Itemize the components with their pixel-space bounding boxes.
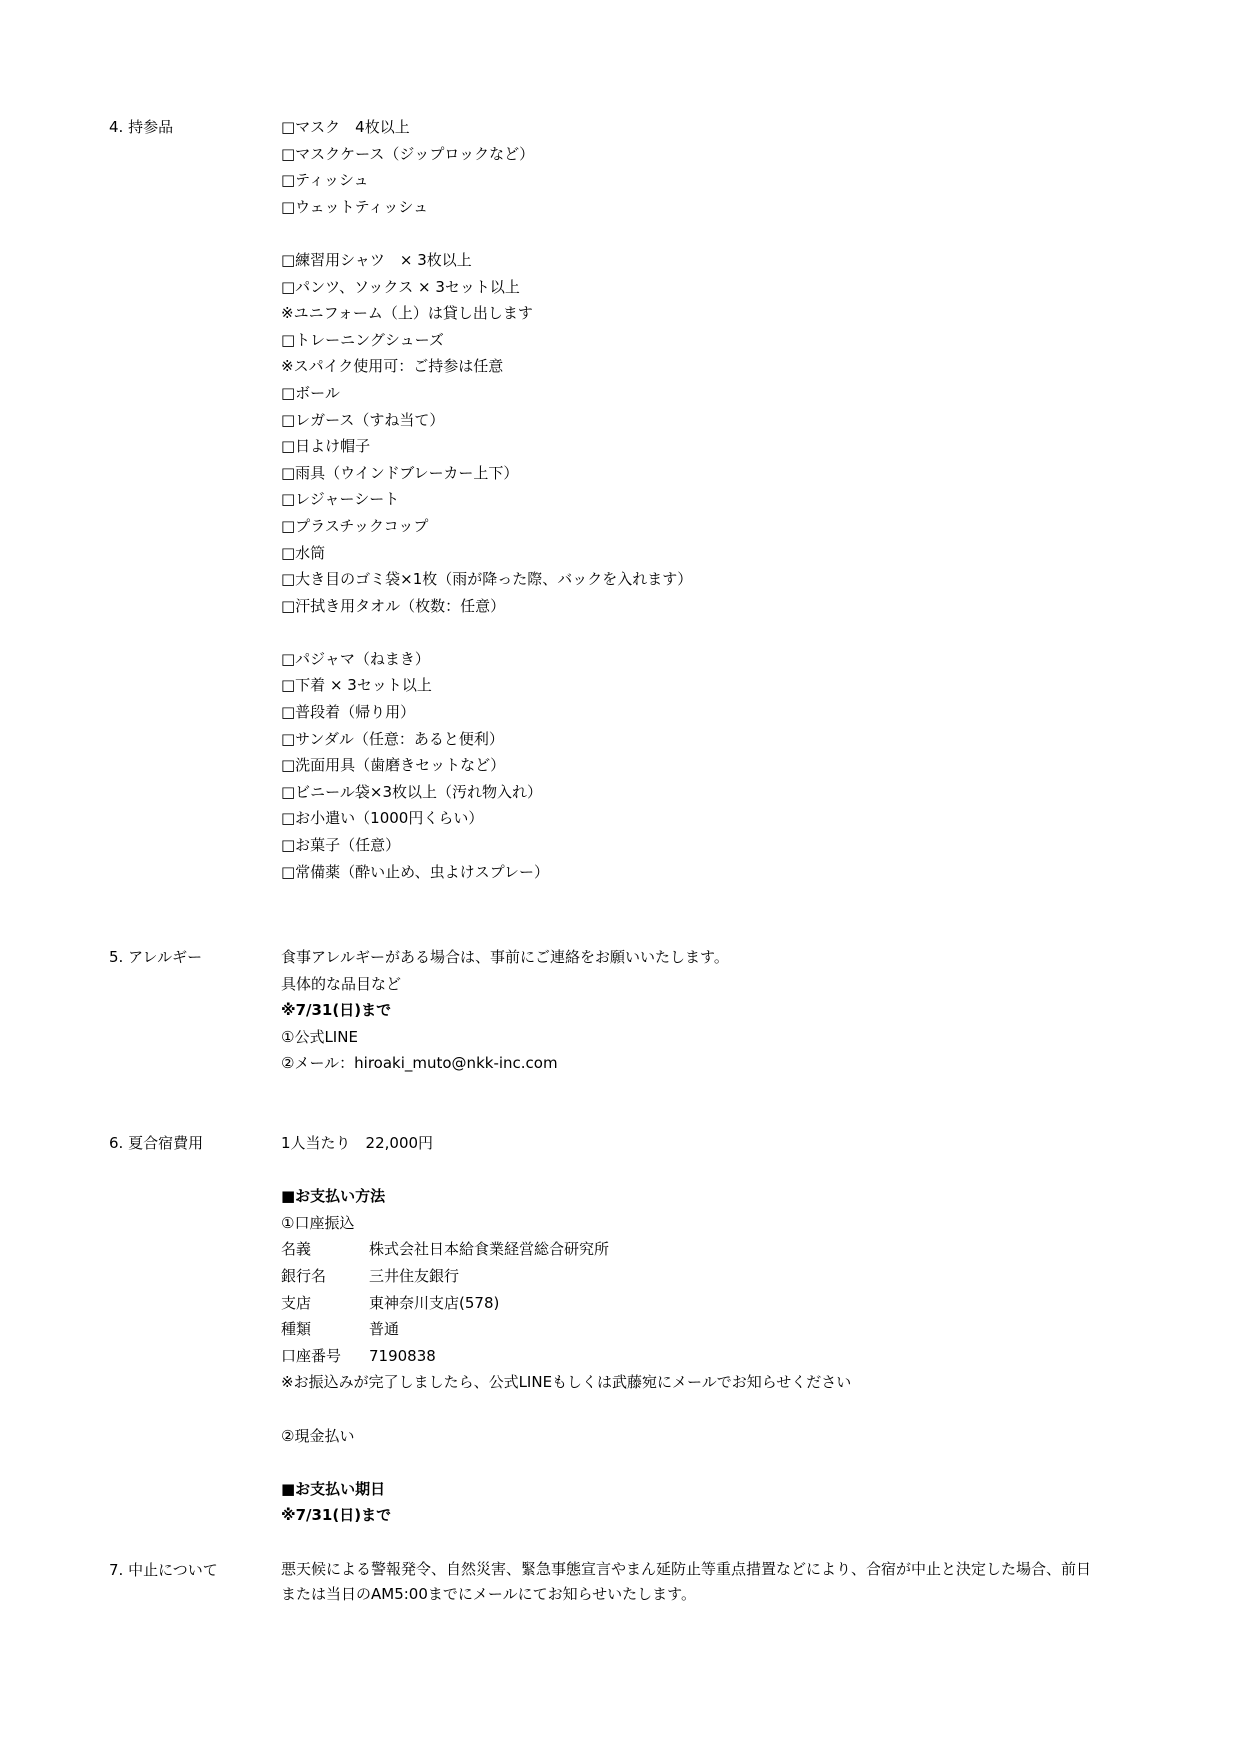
bank-row-bank: 銀行名 三井住友銀行 <box>281 1266 460 1285</box>
list-item: □マスクケース（ジップロックなど） <box>281 144 535 163</box>
bank-row-type: 種類 普通 <box>281 1320 400 1339</box>
fee-amount: 1人当たり 22,000円 <box>281 1134 434 1152</box>
list-note: ※スパイク使用可：ご持参は任意 <box>281 357 504 376</box>
list-item: □下着 × 3セット以上 <box>281 676 432 695</box>
payment-method-title: ■お支払い方法 <box>281 1187 386 1206</box>
section-6-label: 6. 夏合宿費用 <box>109 1134 204 1152</box>
allergy-request: 食事アレルギーがある場合は、事前にご連絡をお願いいたします。 <box>281 948 729 966</box>
transfer-note: ※お振込みが完了しましたら、公式LINEもしくは武藤宛にメールでお知らせください <box>281 1373 852 1392</box>
list-item: □洗面用具（歯磨きセットなど） <box>281 756 506 775</box>
contact-line: ①公式LINE <box>281 1027 358 1046</box>
bank-row-branch: 支店 東神奈川支店(578) <box>281 1293 500 1312</box>
list-item: □お小遣い（1000円くらい） <box>281 809 484 828</box>
list-item: □ビニール袋×3枚以上（汚れ物入れ） <box>281 782 542 801</box>
bank-row-account: 口座番号 7190838 <box>281 1346 436 1365</box>
list-item: □大き目のゴミ袋×1枚（雨が降った際、バックを入れます） <box>281 570 693 589</box>
section-7-body <box>281 1557 1181 1607</box>
list-item: □プラスチックコップ <box>281 516 429 535</box>
bank-row-holder: 名義 株式会社日本給食業経営総合研究所 <box>281 1240 610 1259</box>
section-4-items <box>281 117 1181 888</box>
list-item: □ティッシュ <box>281 171 369 190</box>
allergy-detail: 具体的な品目など <box>281 974 402 993</box>
payment-method-cash: ②現金払い <box>281 1426 355 1445</box>
list-item: □汗拭き用タオル（枚数：任意） <box>281 596 506 615</box>
list-item: □パンツ、ソックス × 3セット以上 <box>281 277 520 296</box>
list-item: □ボール <box>281 383 340 402</box>
contact-email: ②メール：hiroaki_muto@nkk-inc.com <box>281 1054 558 1073</box>
payment-due-title: ■お支払い期日 <box>281 1479 386 1498</box>
payment-method-transfer: ①口座振込 <box>281 1213 355 1232</box>
section-5-label: 5. アレルギー <box>109 948 203 966</box>
list-item: □雨具（ウインドブレーカー上下） <box>281 463 519 482</box>
list-item: □サンダル（任意：あると便利） <box>281 729 504 748</box>
list-item: □日よけ帽子 <box>281 437 371 456</box>
list-item: □マスク 4枚以上 <box>281 118 410 136</box>
list-item: □常備薬（酔い止め、虫よけスプレー） <box>281 862 549 881</box>
payment-due-date: ※7/31(日)まで <box>281 1506 392 1525</box>
list-note: ※ユニフォーム（上）は貸し出します <box>281 304 533 323</box>
list-item: □練習用シャツ × 3枚以上 <box>281 250 472 269</box>
section-5-body <box>281 947 1181 1080</box>
section-4-label: 4. 持参品 <box>109 118 174 136</box>
list-item: □普段着（帰り用） <box>281 703 416 722</box>
list-item: □レジャーシート <box>281 490 400 509</box>
allergy-deadline: ※7/31(日)まで <box>281 1001 392 1020</box>
list-item: □レガース（すね当て） <box>281 410 445 429</box>
list-item: □パジャマ（ねまき） <box>281 649 430 668</box>
list-item: □トレーニングシューズ <box>281 330 444 349</box>
list-item: □ウェットティッシュ <box>281 197 429 216</box>
section-7-label: 7. 中止について <box>109 1561 218 1579</box>
list-item: □お菓子（任意） <box>281 836 401 855</box>
list-item: □水筒 <box>281 543 326 562</box>
cancellation-text: 悪天候による警報発令、自然災害、緊急事態宣言やまん延防止等重点措置などにより、合宿が中止と決定した場合、前日または当日のAM5:00までにメールにてお知らせいたします。 <box>281 1560 1092 1603</box>
section-6-body <box>281 1133 1181 1532</box>
